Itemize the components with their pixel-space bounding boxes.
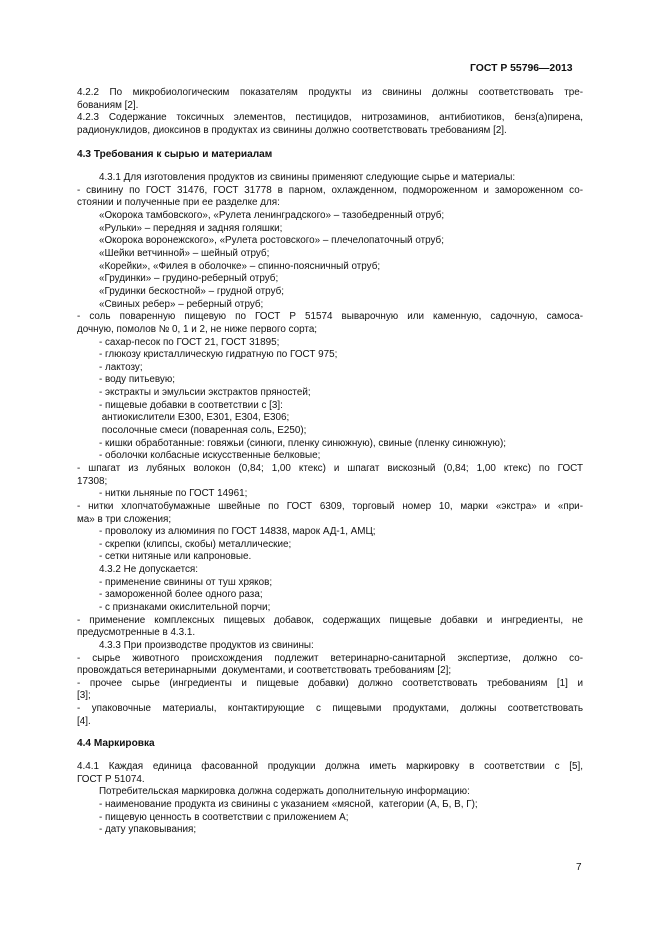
spacer [77, 728, 583, 738]
text-line: бованиям [2]. [77, 99, 139, 111]
text-line: 17308; [77, 475, 108, 487]
spacer [77, 751, 583, 761]
text-line: [3]; [77, 690, 91, 702]
list-item: - кишки обработанные: говяжьи (синюги, пленку синюжную), свиные (пленку синюжную); [77, 437, 506, 449]
paragraph-4-2-2: 4.2.2 По микробиологическим показателям продукты из свинины должны соответствовать тре- [77, 87, 583, 98]
document-body [77, 87, 583, 837]
list-item: - экстракты и эмульсии экстрактов пряностей; [77, 387, 311, 399]
list-item: - воду питьевую; [77, 374, 175, 386]
list-item: «Шейки ветчинной» – шейный отруб; [77, 248, 270, 260]
list-item: «Окорока воронежского», «Рулета ростовского» – плечелопаточный отруб; [77, 235, 444, 247]
list-item: «Грудинки бескостной» – грудной отруб; [77, 285, 285, 297]
paragraph-4-3-3: 4.3.3 При производстве продуктов из свинины: [77, 639, 314, 651]
list-item: - нитки льняные по ГОСТ 14961; [77, 488, 248, 500]
list-item: - глюкозу кристаллическую гидратную по ГОСТ 975; [77, 349, 338, 361]
list-item: - с признаками окислительной порчи; [77, 601, 271, 613]
list-item: посолочные смеси (поваренная соль, Е250); [77, 425, 307, 437]
paragraph-4-4-1: 4.4.1 Каждая единица фасованной продукции должна иметь маркировку в соответствии с [5], [77, 761, 583, 773]
document-header: ГОСТ Р 55796—2013 [470, 63, 573, 74]
section-heading-4-3: 4.3 Требования к сырью и материалам [77, 148, 273, 160]
paragraph-4-3-1: 4.3.1 Для изготовления продуктов из свинины применяют следующие сырье и материалы: [77, 172, 516, 184]
text-line: Потребительская маркировка должна содержать дополнительную информацию: [77, 786, 470, 798]
text-line: предусмотренные в 4.3.1. [77, 627, 196, 639]
list-item: - применение свинины от туш хряков; [77, 576, 273, 588]
paragraph-4-2-3: 4.2.3 Содержание токсичных элементов, пестицидов, нитрозаминов, антибиотиков, бенз(а)пирена, [77, 112, 583, 124]
list-item: - скрепки (клипсы, скобы) металлические; [77, 538, 292, 550]
list-item: - свинину по ГОСТ 31476, ГОСТ 31778 в парном, охлажденном, подмороженном и замороженном со- [77, 184, 583, 196]
list-item: - замороженной более одного раза; [77, 589, 263, 601]
list-item: - лактозу; [77, 361, 143, 373]
list-item: - дату упаковывания; [77, 824, 197, 836]
list-item: антиокислители Е300, Е301, Е304, Е306; [77, 412, 290, 424]
text-line: ГОСТ Р 51074. [77, 773, 145, 785]
spacer [77, 138, 583, 149]
list-item: - пищевые добавки в соответствии с [3]: [77, 399, 283, 411]
list-item: - сетки нитяные или капроновые. [77, 551, 252, 563]
list-item: - применение комплексных пищевых добавок, содержащих пищевые добавки и ингредиенты, не [77, 614, 583, 626]
section-heading-4-4: 4.4 Маркировка [77, 738, 155, 750]
list-item: - проволоку из алюминия по ГОСТ 14838, марок АД-1, АМЦ; [77, 526, 376, 538]
list-item: - сырье животного происхождения подлежит ветеринарно-санитарной экспертизе, должно со- [77, 652, 583, 664]
text-line: дочную, помолов № 0, 1 и 2, не ниже первого сорта; [77, 323, 318, 335]
list-item: «Грудинки» – грудино-реберный отруб; [77, 273, 279, 285]
list-item: «Корейки», «Филея в оболочке» – спинно-поясничный отруб; [77, 260, 381, 272]
list-item: - пищевую ценность в соответствии с приложением А; [77, 811, 349, 823]
list-item: - упаковочные материалы, контактирующие с пищевыми продуктами, должны соответствовать [77, 703, 583, 715]
text-line: провождаться ветеринарными документами, и соответствовать требованиям [2]; [77, 665, 452, 677]
list-item: - соль поваренную пищевую по ГОСТ Р 51574 выварочную или каменную, садочную, самоса- [77, 311, 583, 323]
list-item: «Рульки» – передняя и задняя голяшки; [77, 222, 283, 234]
list-item: - нитки хлопчатобумажные швейные по ГОСТ 6309, торговый номер 10, марки «экстра» и «при- [77, 500, 583, 512]
text-line: ма» в три сложения; [77, 513, 172, 525]
list-item: «Свиных ребер» – реберный отруб; [77, 298, 264, 310]
page-number: 7 [576, 862, 582, 873]
list-item: «Окорока тамбовского», «Рулета ленинградского» – тазобедренный отруб; [77, 210, 445, 222]
list-item: - шпагат из лубяных волокон (0,84; 1,00 ктекс) и шпагат вискозный (0,84; 1,00 ктекс) по ГОСТ [77, 462, 583, 474]
list-item: - прочее сырье (ингредиенты и пищевые добавки) должно соответствовать требованиям [1] и [77, 677, 583, 689]
text-line: радионуклидов, диоксинов в продуктах из свинины должно соответствовать требованиям [2]. [77, 124, 507, 136]
list-item: - оболочки колбасные искусственные белковые; [77, 450, 321, 462]
spacer [77, 161, 583, 172]
list-item: - сахар-песок по ГОСТ 21, ГОСТ 31895; [77, 336, 280, 348]
paragraph-4-3-2: 4.3.2 Не допускается: [77, 564, 199, 576]
list-item: - наименование продукта из свинины с указанием «мясной, категории (А, Б, В, Г); [77, 798, 478, 810]
text-line: стоянии и полученные при ее разделке для: [77, 197, 280, 209]
text-line: [4]. [77, 715, 91, 727]
